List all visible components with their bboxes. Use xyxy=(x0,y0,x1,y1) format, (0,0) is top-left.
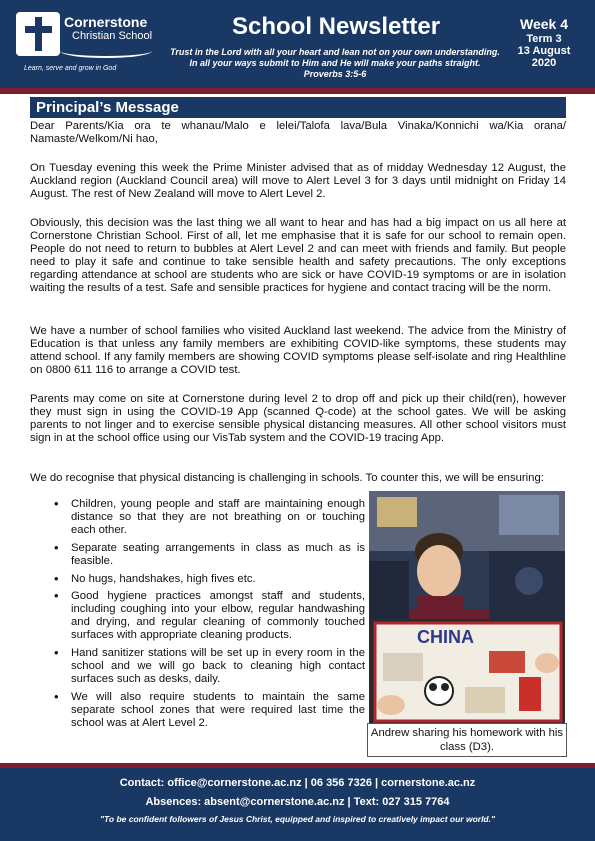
term-label: Term 3 xyxy=(526,33,562,45)
list-item: • We will also require students to maintain the same separate school zones that were required last time the school was at Alert Level 2. xyxy=(30,691,365,730)
paragraph-distancing-intro: We do recognise that physical distancing is challenging in schools. To counter this, we will be ensuring: xyxy=(30,472,544,484)
logo-swoosh-icon xyxy=(60,44,152,58)
issue-date: 13 August 2020 xyxy=(517,45,571,69)
list-item: • Separate seating arrangements in class as much as is feasible. xyxy=(30,542,365,568)
cross-icon xyxy=(16,12,60,56)
paragraph-alert-level: On Tuesday evening this week the Prime Minister advised that as of midday Wednesday 12 August, the Auckland region (Auckland Council area) will move to Alert Level 3 for 3 days until midnight on Friday 14 August. The rest of New Zealand will move to Alert Level 2. xyxy=(30,162,566,200)
absences-line: Absences: absent@cornerstone.ac.nz | Text: 027 315 7764 xyxy=(145,796,450,808)
greeting-paragraph: Dear Parents/Kia ora te whanau/Malo e lelei/Talofa lava/Bula Vinaka/Konnichi wa/Kia orana/ Namaste/Welkom/Ni hao, xyxy=(30,120,566,145)
contact-line: Contact: office@cornerstone.ac.nz | 06 356 7326 | cornerstone.ac.nz xyxy=(119,777,476,789)
list-item: • Children, young people and staff are maintaining enough distance so that they are not breathing on or touching each other. xyxy=(30,498,365,537)
poster-title: CHINA xyxy=(417,627,474,647)
list-item: • No hugs, handshakes, high fives etc. xyxy=(30,573,365,586)
school-name-line2: Christian School xyxy=(72,30,153,42)
student-photo xyxy=(369,491,565,723)
school-name: Cornerstone xyxy=(64,14,148,30)
newsletter-title: School Newsletter xyxy=(232,13,441,40)
list-item: • Good hygiene practices amongst staff and students, including coughing into your elbow, regular handwashing and drying, and regular cleaning of commonly touched surfaces with appropriate cleaning products. xyxy=(30,590,365,642)
scripture-verse: Trust in the Lord with all your heart and lean not on your own understanding. In all your ways submit to Him and He will make your paths straight. Proverbs 3:5-6 xyxy=(170,47,500,79)
section-heading: Principal’s Message xyxy=(30,97,566,118)
paragraph-school-open: Obviously, this decision was the last thing we all want to hear and has had a big impact on us all here at Cornerstone Christian School. First of all, let me emphasise that it is safe for our school to remain open. People do not need to return to bubbles at Alert Level 2 and can meet with friends and family. But people need to play it safe and continue to take sensible health and safety precautions. The only exceptions regarding attendance at school are students who are sick or have COVID-19 symptoms or are in isolation waiting the results of a test. Safe and sensible practices for hygiene and contact tracing will be the norm. xyxy=(30,217,566,294)
newsletter-footer xyxy=(0,763,595,841)
school-tagline: Learn, serve and grow in God xyxy=(24,65,117,72)
list-item: • Hand sanitizer stations will be set up in every room in the school and we will go back to cleaning high contact surfaces such as desks, daily. xyxy=(30,647,365,686)
issue-info xyxy=(505,16,583,69)
measures-list xyxy=(30,498,365,735)
school-logo xyxy=(14,12,164,82)
paragraph-auckland-visits: We have a number of school families who visited Auckland last weekend. The advice from the Ministry of Education is that unless any family members are exhibiting COVID-like symptoms, these students may attend school. If any family members are showing COVID symptoms please self-isolate and ring Healthline on 0800 611 116 to arrange a COVID test. xyxy=(30,325,566,376)
week-label: Week 4 xyxy=(520,16,568,32)
photo-caption: Andrew sharing his homework with his class (D3). xyxy=(367,723,567,757)
newsletter-header xyxy=(0,0,595,94)
school-motto: "To be confident followers of Jesus Christ, equipped and inspired to creatively impact our world." xyxy=(99,814,496,824)
paragraph-parents-onsite: Parents may come on site at Cornerstone during level 2 to drop off and pick up their child(ren), however they must sign in using the COVID-19 App (scanned Q-code) at the school gates. We will be asking parents to not linger and to exercise sensible physical distancing measures. All other school visitors must sign in at the school office using our VisTab system and the COVID-19 tracing App. xyxy=(30,393,566,444)
